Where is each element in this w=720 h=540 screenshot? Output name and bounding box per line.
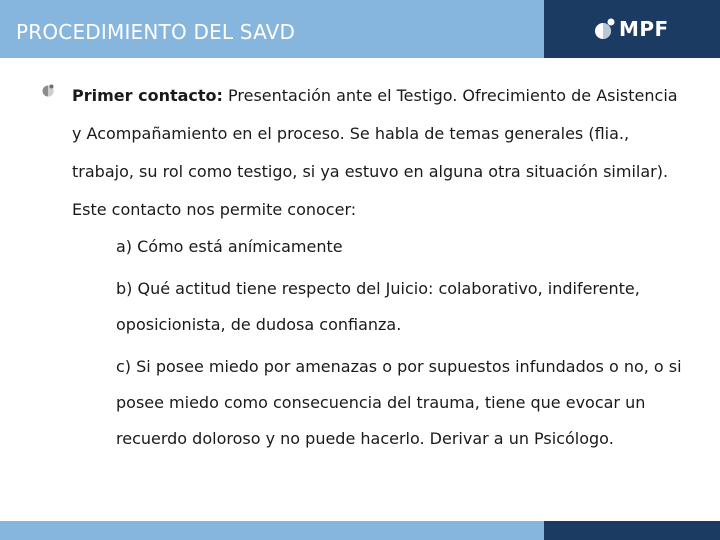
first-contact-label: Primer contacto: xyxy=(72,86,223,105)
page-title: PROCEDIMIENTO DEL SAVD xyxy=(16,20,296,44)
list-item: b) Qué actitud tiene respecto del Juicio: colaborativo, indiferente, oposicionista, de dudosa confianza. xyxy=(116,279,640,334)
list-item: c) Si posee miedo por amenazas o por supuestos infundados o no, o si posee miedo como consecuencia del trauma, tiene que evocar un recuerdo doloroso y no puede hacerlo. Derivar a un Psicólogo. xyxy=(116,357,682,448)
mpf-logo-icon xyxy=(594,17,616,41)
logo-text: MPF xyxy=(619,17,669,41)
intro-text: Este contacto nos permite conocer: xyxy=(72,200,357,219)
first-contact-paragraph xyxy=(72,77,692,191)
list-item: a) Cómo está anímicamente xyxy=(116,237,343,256)
first-contact-text: Presentación ante el Testigo. Ofrecimiento de Asistencia y Acompañamiento en el proceso. Se habla de temas generales (flia., trabajo, su rol como testigo, si ya estuvo en alguna otra situación similar). xyxy=(72,86,678,181)
title-bar xyxy=(0,0,544,58)
bullet-disc-icon xyxy=(41,84,55,98)
footer-bar-right xyxy=(544,521,720,540)
slide-content xyxy=(72,77,692,463)
item-list xyxy=(116,229,692,457)
mpf-logo xyxy=(594,16,669,42)
footer-bar-left xyxy=(0,521,544,540)
